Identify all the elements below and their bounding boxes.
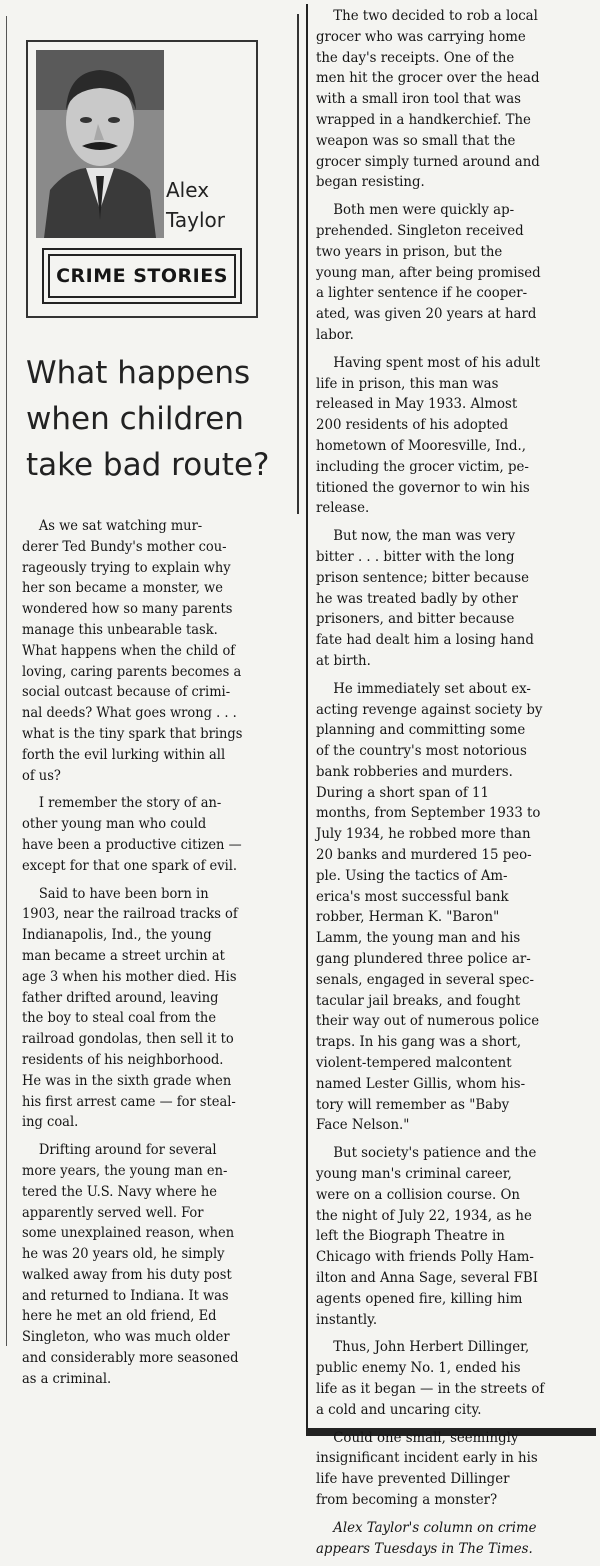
- text-line: the day's receipts. One of the: [316, 49, 515, 66]
- paragraph: [316, 1337, 575, 1420]
- text-line: 1903, near the railroad tracks of: [22, 906, 238, 923]
- text-line: insignificant incident early in his: [316, 1450, 538, 1467]
- column-badge: [42, 248, 242, 304]
- text-line: release.: [316, 500, 370, 517]
- text-line: Indianapolis, Ind., the young: [22, 927, 212, 944]
- text-line: a lighter sentence if he cooper-: [316, 285, 528, 302]
- text-line: as a criminal.: [22, 1370, 112, 1387]
- text-line: planning and committing some: [316, 722, 526, 739]
- text-line: a cold and uncaring city.: [316, 1401, 482, 1418]
- text-line: wrapped in a handkerchief. The: [316, 111, 531, 128]
- article-body-left-column: [22, 516, 277, 1397]
- text-line: Both men were quickly ap-: [333, 202, 515, 219]
- text-line: at birth.: [316, 652, 371, 669]
- text-line: railroad gondolas, then sell it to: [22, 1031, 234, 1048]
- text-line: instantly.: [316, 1311, 378, 1328]
- text-line: acting revenge against society by: [316, 701, 543, 718]
- text-line: Said to have been born in: [38, 885, 209, 902]
- text-line: bank robberies and murders.: [316, 763, 513, 780]
- text-line: prehended. Singleton received: [316, 222, 524, 239]
- text-line: traps. In his gang was a short,: [316, 1034, 522, 1051]
- text-line: loving, caring parents becomes a: [22, 663, 242, 680]
- text-line: the boy to steal coal from the: [22, 1010, 217, 1027]
- paragraph: [316, 6, 575, 193]
- text-line: tered the U.S. Navy where he: [22, 1183, 217, 1200]
- text-line: nal deeds? What goes wrong . . .: [22, 705, 237, 722]
- text-line: age 3 when his mother died. His: [22, 968, 237, 985]
- text-line: his first arrest came — for steal-: [22, 1093, 236, 1110]
- text-line: man became a street urchin at: [22, 947, 225, 964]
- paragraph: [22, 1140, 277, 1390]
- article-body-right-column: [316, 6, 575, 1566]
- author-portrait-image: [36, 50, 164, 238]
- text-line: bitter . . . bitter with the long: [316, 548, 515, 565]
- column-badge-label: CRIME STORIES: [48, 254, 236, 298]
- text-line: their way out of numerous police: [316, 1013, 540, 1030]
- text-line: he was 20 years old, he simply: [22, 1246, 225, 1263]
- column-header: [26, 40, 258, 318]
- paragraph: [316, 1143, 575, 1330]
- text-line: grocer simply turned around and: [316, 153, 540, 170]
- text-line: But society's patience and the: [333, 1145, 537, 1162]
- text-line: What happens when the child of: [22, 642, 236, 659]
- text-line: tory will remember as "Baby: [316, 1096, 510, 1113]
- text-line: ilton and Anna Sage, several FBI: [316, 1270, 538, 1287]
- paragraph: [316, 353, 575, 519]
- text-line: weapon was so small that the: [316, 132, 516, 149]
- column-rule-middle: [297, 14, 299, 514]
- text-line: two years in prison, but the: [316, 243, 503, 260]
- text-line: fate had dealt him a losing hand: [316, 632, 534, 649]
- text-line: senals, engaged in several spec-: [316, 971, 534, 988]
- text-line: more years, the young man en-: [22, 1162, 228, 1179]
- author-photo: [36, 50, 164, 238]
- text-line: I remember the story of an-: [38, 795, 222, 812]
- text-line: The two decided to rob a local: [333, 8, 538, 24]
- text-line: 20 banks and murdered 15 peo-: [316, 847, 532, 864]
- paragraph: [316, 200, 575, 346]
- text-line: derer Ted Bundy's mother cou-: [22, 538, 227, 555]
- author-byline: [166, 175, 225, 235]
- paragraph: [22, 884, 277, 1134]
- text-line: ated, was given 20 years at hard: [316, 306, 537, 323]
- column-rule-left: [6, 16, 7, 1346]
- text-line: 200 residents of his adopted: [316, 417, 509, 434]
- text-line: He immediately set about ex-: [333, 680, 531, 697]
- text-line: social outcast because of crimi-: [22, 684, 231, 701]
- headline-line: What happens: [26, 355, 251, 391]
- text-line: life in prison, this man was: [316, 375, 499, 392]
- headline-line: when children: [26, 401, 244, 437]
- text-line: the night of July 22, 1934, as he: [316, 1207, 532, 1224]
- text-line: appears Tuesdays in The Times.: [316, 1540, 533, 1557]
- text-line: left the Biograph Theatre in: [316, 1228, 505, 1245]
- text-line: named Lester Gillis, whom his-: [316, 1075, 526, 1092]
- text-line: rageously trying to explain why: [22, 559, 231, 576]
- text-line: hometown of Mooresville, Ind.,: [316, 437, 527, 454]
- text-line: prisoners, and bitter because: [316, 611, 515, 628]
- text-line: erica's most successful bank: [316, 888, 509, 905]
- text-line: ple. Using the tactics of Am-: [316, 867, 508, 884]
- text-line: were on a collision course. On: [316, 1186, 520, 1203]
- text-line: apparently served well. For: [22, 1204, 204, 1221]
- text-line: some unexplained reason, when: [22, 1225, 235, 1242]
- headline-line: take bad route?: [26, 447, 270, 483]
- text-line: here he met an old friend, Ed: [22, 1308, 217, 1325]
- text-line: gang plundered three police ar-: [316, 951, 531, 968]
- text-line: except for that one spark of evil.: [22, 857, 238, 874]
- headline: [26, 350, 296, 488]
- text-line: He was in the sixth grade when: [22, 1072, 232, 1089]
- text-line: other young man who could: [22, 816, 207, 833]
- text-line: father drifted around, leaving: [22, 989, 219, 1006]
- text-line: released in May 1933. Almost: [316, 396, 518, 413]
- text-line: from becoming a monster?: [316, 1491, 498, 1508]
- text-line: ing coal.: [22, 1114, 79, 1131]
- paragraph: [22, 516, 277, 786]
- text-line: Could one small, seemingly: [333, 1429, 519, 1446]
- text-line: have been a productive citizen —: [22, 836, 242, 853]
- text-line: forth the evil lurking within all: [22, 746, 226, 763]
- text-line: tacular jail breaks, and fought: [316, 992, 521, 1009]
- text-line: Thus, John Herbert Dillinger,: [333, 1339, 530, 1356]
- text-line: violent-tempered malcontent: [316, 1055, 512, 1072]
- text-line: Face Nelson.": [316, 1117, 410, 1134]
- text-line: walked away from his duty post: [22, 1266, 232, 1283]
- text-line: he was treated badly by other: [316, 590, 519, 607]
- text-line: Singleton, who was much older: [22, 1329, 230, 1346]
- text-line: During a short span of 11: [316, 784, 489, 801]
- text-line: residents of his neighborhood.: [22, 1051, 224, 1068]
- text-line: Lamm, the young man and his: [316, 930, 521, 947]
- text-line: of the country's most notorious: [316, 743, 527, 760]
- paragraph: [316, 1428, 575, 1511]
- text-line: Drifting around for several: [38, 1142, 217, 1159]
- text-line: But now, the man was very: [333, 528, 516, 545]
- paragraph: [316, 526, 575, 672]
- text-line: labor.: [316, 326, 354, 343]
- text-line: robber, Herman K. "Baron": [316, 909, 500, 926]
- text-line: including the grocer victim, pe-: [316, 458, 529, 475]
- text-line: titioned the governor to win his: [316, 479, 530, 496]
- text-line: July 1934, he robbed more than: [316, 826, 531, 843]
- text-line: prison sentence; bitter because: [316, 569, 529, 586]
- paragraph: [316, 679, 575, 1137]
- text-line: of us?: [22, 767, 61, 784]
- text-line: what is the tiny spark that brings: [22, 725, 243, 742]
- text-line: her son became a monster, we: [22, 580, 223, 597]
- text-line: young man, after being promised: [316, 264, 541, 281]
- text-line: manage this unbearable task.: [22, 621, 218, 638]
- author-first-name: Alex: [166, 178, 210, 202]
- text-line: Having spent most of his adult: [333, 354, 541, 371]
- text-line: As we sat watching mur-: [38, 518, 203, 534]
- text-line: Alex Taylor's column on crime: [333, 1519, 537, 1536]
- text-line: life have prevented Dillinger: [316, 1471, 510, 1488]
- text-line: wondered how so many parents: [22, 601, 233, 618]
- author-credit: [316, 1518, 575, 1560]
- text-line: Chicago with friends Polly Ham-: [316, 1249, 534, 1266]
- paragraph: [22, 793, 277, 876]
- text-line: and considerably more seasoned: [22, 1350, 239, 1367]
- text-line: months, from September 1933 to: [316, 805, 541, 822]
- text-line: public enemy No. 1, ended his: [316, 1360, 521, 1377]
- text-line: began resisting.: [316, 174, 425, 191]
- text-line: men hit the grocer over the head: [316, 70, 540, 87]
- text-line: grocer who was carrying home: [316, 28, 526, 45]
- text-line: life as it began — in the streets of: [316, 1381, 545, 1397]
- text-line: young man's criminal career,: [316, 1166, 512, 1183]
- author-last-name: Taylor: [166, 208, 226, 232]
- column-rule-right: [306, 4, 308, 1434]
- text-line: with a small iron tool that was: [316, 91, 522, 108]
- text-line: agents opened fire, killing him: [316, 1290, 523, 1307]
- text-line: and returned to Indiana. It was: [22, 1287, 229, 1304]
